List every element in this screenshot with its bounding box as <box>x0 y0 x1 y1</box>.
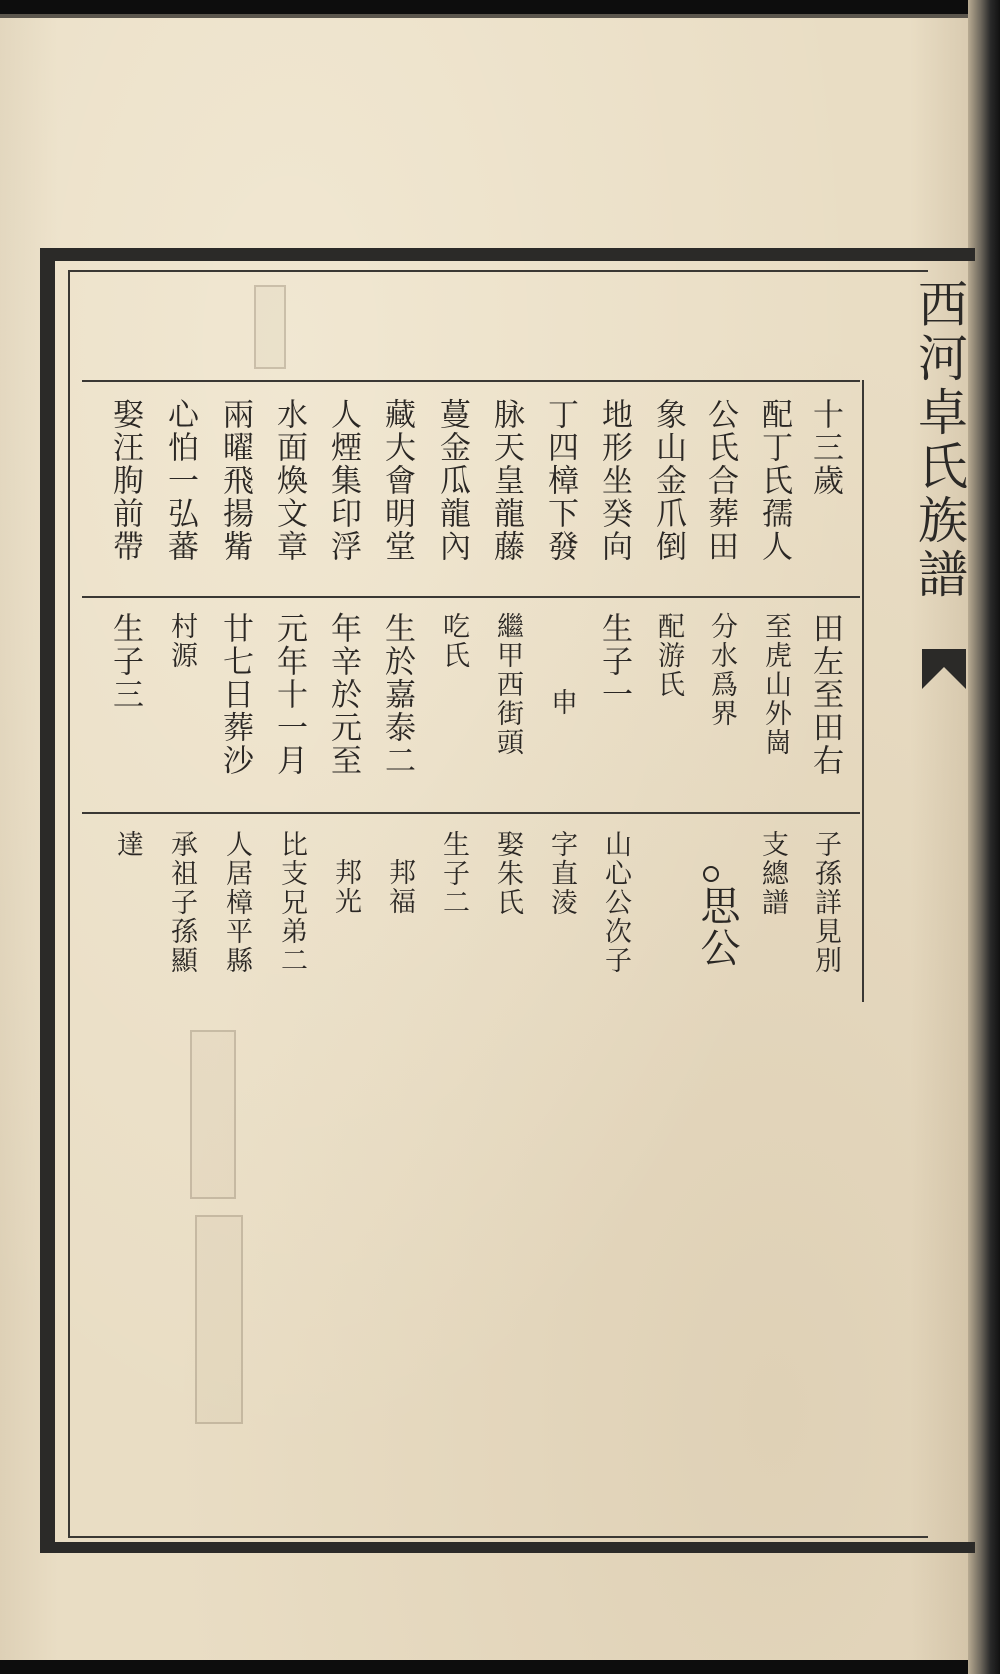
mid-col-1: 田左至田右 <box>807 612 843 777</box>
bot-col-3-name: 思公 <box>694 885 740 969</box>
mid-col-13: 村源 <box>166 612 197 670</box>
bot-col-4: 山心公次子 <box>600 830 631 975</box>
top-col-7: 脉天皇龍藤 <box>488 398 524 563</box>
mid-col-4: 配游氏 <box>653 612 684 699</box>
mid-col-12: 廿七日葬沙 <box>217 612 253 777</box>
bot-col-1: 子孫詳見別 <box>810 830 841 975</box>
bleed-through-seal <box>190 1030 236 1199</box>
bot-col-6: 娶朱氏 <box>492 830 523 917</box>
bot-col-5: 字直淩 <box>546 830 577 917</box>
bot-col-8: 邦福 <box>384 858 415 916</box>
row-divider-middle <box>82 596 860 598</box>
top-col-4: 象山金爪倒 <box>650 398 686 563</box>
top-col-1: 十三歲 <box>807 398 843 497</box>
mid-col-10: 年辛於元至 <box>325 612 361 777</box>
bot-col-7: 生子二 <box>438 830 469 917</box>
top-col-14: 娶汪朐前帶 <box>107 398 143 563</box>
title-column-divider <box>862 380 864 1002</box>
bleed-through-seal <box>254 285 286 369</box>
mid-col-2: 至虎山外崗 <box>760 612 791 757</box>
top-col-12: 兩曜飛揚觜 <box>217 398 253 563</box>
top-col-10: 人煙集印浮 <box>325 398 361 563</box>
row-divider-top <box>82 380 860 382</box>
row-divider-bottom <box>82 812 860 814</box>
mid-col-9: 生於嘉泰二 <box>379 612 415 777</box>
top-col-13: 心怕一弘蕃 <box>162 398 198 563</box>
mid-col-5: 生子一 <box>596 612 632 711</box>
fish-tail-mark-icon <box>920 645 968 693</box>
mid-col-8: 吃氏 <box>438 612 469 670</box>
bot-col-2: 支總譜 <box>757 830 788 917</box>
top-col-2: 配丁氏孺人 <box>756 398 792 563</box>
bot-col-12: 承祖子孫顯 <box>166 830 197 975</box>
top-col-9: 藏大會明堂 <box>379 398 415 563</box>
top-col-5: 地形坐癸向 <box>596 398 632 563</box>
mid-col-3: 分水爲界 <box>706 612 737 728</box>
top-col-8: 蔓金瓜龍內 <box>434 398 470 563</box>
bot-col-11: 人居樟平縣 <box>221 830 252 975</box>
bot-col-9: 邦光 <box>330 858 361 916</box>
circle-mark-icon <box>703 866 719 882</box>
bot-col-10: 比支兄弟二 <box>276 830 307 975</box>
mid-col-7: 繼甲西街頭 <box>492 612 523 757</box>
mid-col-11: 元年十一月 <box>271 612 307 777</box>
top-col-6: 丁四樟下發 <box>542 398 578 563</box>
mid-col-14: 生子三 <box>107 612 143 711</box>
top-col-11: 水面煥文章 <box>271 398 307 563</box>
mid-col-6: 申 <box>546 688 577 717</box>
bleed-through-seal <box>195 1215 243 1424</box>
page-title: 西河卓氏族譜 <box>910 278 968 602</box>
bot-col-13: 達 <box>112 830 143 859</box>
top-col-3: 公氏合葬田 <box>702 398 738 563</box>
